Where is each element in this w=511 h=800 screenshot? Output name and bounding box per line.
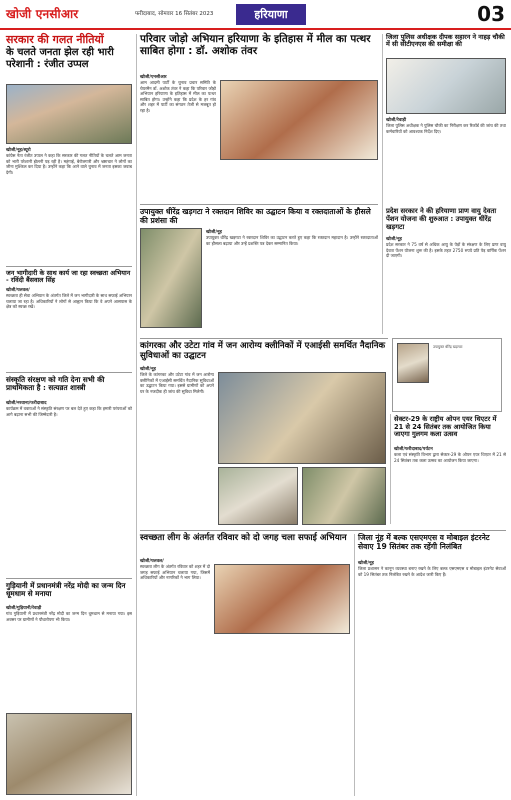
story-parivar-photo — [220, 80, 378, 160]
story-police-photo — [386, 58, 506, 114]
story-blood-photo — [140, 228, 202, 328]
divider — [6, 578, 132, 579]
story-kangrka-headline: कांगरका और उटेटा गांव में जन आरोग्य क्लीनिकों में एआईसी समर्थित नैदानिक सुविधाओं का उद्घाटन — [140, 341, 386, 361]
story-jan-bhagidari-byline: खोजी/पलवल/ — [6, 288, 30, 293]
story-sms-body: जिला प्रशासन ने कानून व्यवस्था बनाए रखने के लिए बल्क एसएमएस व मोबाइल इंटरनेट सेवाओं को 19 सितंबर तक निलंबित रखने के आदेश जारी किए हैं। — [358, 566, 506, 577]
story-kangrka-body: जिले के कांगरका और उटेटा गांव में जन आरोग्य क्लीनिकों में एआईसी समर्थित नैदानिक सुविधाओं का उद्घाटन किया गया। इससे ग्रामीणों को अपने घर के नजदीक ही जांच की सुविधा मिलेगी। — [140, 372, 214, 394]
story-police-headline: जिला पुलिस अधीक्षक दीपक सहारन ने नाहड़ चौकी में सी सीटीएनएस की समीक्षा की — [386, 33, 505, 49]
story-blood-byline: खोजी/नूह — [206, 230, 222, 235]
story-sms-headline: जिला नूंह में बल्क एसएमएस व मोबाइल इंटरनेट सेवाए 19 सितंबर तक रहेंगी निलंबित — [358, 533, 490, 551]
story-parivar-byline: खोजी/एनसीआर — [140, 75, 167, 80]
divider — [140, 338, 388, 339]
inset-caption: उपायुक्त धीरेंद्र खड़गटा — [433, 345, 463, 349]
story-ujjwal-photo — [6, 84, 132, 144]
story-ujjwal-byline: खोजी/नूह/ब्यूरो — [6, 148, 31, 153]
divider — [140, 530, 506, 531]
story-jan-bhagidari-body: स्वच्छता ही सेवा अभियान के अंतर्गत जिले में जन भागीदारी के साथ सफाई अभियान चलाया जा रहा है। अधिकारियों ने लोगों से आह्वान किया कि वे अपने आसपास के क्षेत्र को स्वच्छ रखें। — [6, 293, 132, 310]
story-kangrka-photo — [218, 372, 386, 464]
story-sanskrit-byline: खोजी/नरवाना/फरीदाबाद — [6, 401, 47, 406]
story-kangrka-byline: खोजी/नूह — [140, 367, 156, 372]
story-swachhta-body-cont — [214, 638, 350, 794]
story-sanskrit-headline: संस्कृति संरक्षण को गति देना सभी की प्राथमिकता है : सत्यव्रत शास्त्री — [6, 375, 105, 393]
story-gudiyani-photo — [6, 713, 132, 795]
story-blood-body: उपायुक्त धीरेंद्र खड़गटा ने रक्तदान शिविर का उद्घाटन करते हुए कहा कि रक्तदान महादान है। उन्होंने रक्तदाताओं का हौसला बढ़ाया और उन्हें प्रशस्ति पत्र देकर सम्मानित किया। — [206, 235, 378, 246]
column-divider — [390, 414, 391, 524]
story-blood-headline: उपायुक्त धीरेंद्र खड़गटा ने रक्तदान शिविर का उद्घाटन किया व रक्तदाताओं के हौसले की प्रशंसा की — [140, 207, 371, 225]
story-sms-byline: खोजी/नूह — [358, 561, 374, 566]
story-gudiyani-body: गांव गुड़ियानी में प्रधानमंत्री नरेंद्र मोदी का जन्म दिन धूमधाम से मनाया गया। इस अवसर पर ग्रामीणों ने पौधारोपण भी किया। — [6, 611, 132, 622]
story-swachhta-body: स्वच्छता लीग के अंतर्गत रविवार को शहर में दो जगह सफाई अभियान चलाया गया, जिसमें अधिकारियों और नागरिकों ने भाग लिया। — [140, 564, 210, 581]
story-sector29-headline: सेक्टर-29 के राष्ट्रीय ओपन एयर थिएटर में 21 से 24 सितंबर तक आयोजित किया जाएगा गुलगम कला उत्सव — [394, 415, 497, 439]
story-pension-inset — [392, 338, 502, 412]
story-sanskrit-body: कार्यक्रम में वक्ताओं ने संस्कृति संरक्षण पर बल देते हुए कहा कि हमारी परंपराओं को आगे बढ़ाना सभी की जिम्मेदारी है। — [6, 406, 132, 417]
story-parivar-headline: परिवार जोड़ो अभियान हरियाणा के इतिहास में मील का पत्थर साबित होगा : डॉ. अशोक तंवर — [140, 33, 371, 57]
story-ujjwal-headline: के चलते जनता झेल रही भारी परेशानी : रंजीत उप्पल — [6, 47, 114, 70]
story-ujjwal-body: कांग्रेस नेता रंजीत उप्पल ने कहा कि सरकार की गलत नीतियों के चलते आम जनता को भारी परेशानी झेलनी पड़ रही है। महंगाई, बेरोजगारी और भ्रष्टाचार ने लोगों का जीना मुश्किल कर दिया है। उन्होंने कहा कि आने वाले चुनाव में जनता इसका जवाब देगी। — [6, 153, 132, 175]
story-jan-bhagidari-headline: जन भागीदारी के साथ कार्य जा रहा स्वच्छता अभियान - रविंदी बैंसवाल सिंह — [6, 269, 131, 285]
story-swachhta-headline: स्वच्छता लीग के अंतर्गत रविवार को दो जगह चला सफाई अभियान — [140, 533, 347, 543]
divider — [6, 266, 132, 267]
column-divider — [354, 534, 355, 796]
story-police-byline: खोजी/रेवाड़ी — [386, 118, 407, 123]
story-parivar-body: आम आदमी पार्टी के चुनाव प्रचार समिति के चेयरमैन डॉ. अशोक तंवर ने कहा कि परिवार जोड़ो अभियान हरियाणा के इतिहास में मील का पत्थर साबित होगा। उन्होंने कहा कि प्रदेश के हर गांव और शहर में पार्टी का संगठन तेजी से मजबूत हो रहा है। — [140, 80, 216, 113]
story-pension-headline: प्रदेश सरकार ने की हरियाणा प्राण वायु देवता पेंशन योजना की शुरुआत : उपायुक्त धीरेंद्र खड़गटा — [386, 207, 497, 231]
dateline: फरीदाबाद, सोमवार 16 सितंबर 2023 — [135, 11, 214, 17]
page-number: 03 — [477, 2, 505, 26]
story-pension-body: प्रदेश सरकार ने 75 वर्ष से अधिक आयु के पेड़ों के संरक्षण के लिए प्राण वायु देवता पेंशन योजना शुरू की है। इसके तहत 2750 रुपये प्रति पेड़ वार्षिक पेंशन दी जाएगी। — [386, 242, 506, 259]
story-gudiyani-byline: खोजी/गुड़ियानी/रेवाड़ी — [6, 606, 42, 611]
story-swachhta-byline: खोजी/पलवल/ — [140, 559, 164, 564]
divider — [6, 372, 132, 373]
section-label: हरियाणा — [236, 4, 306, 25]
story-swachhta-photo — [214, 564, 350, 634]
newspaper-brand: खोजी एनसीआर — [6, 7, 79, 21]
story-sector29-body: कला एवं संस्कृति विभाग द्वारा सेक्टर-29 के ओपन एयर थिएटर में 21 से 24 सितंबर तक कला उत्सव का आयोजन किया जाएगा। — [394, 452, 506, 463]
official-portrait — [397, 343, 429, 383]
column-divider — [136, 34, 137, 796]
story-gudiyani-headline: गुड़ियानी में प्रधानमंत्री नरेंद्र मोदी का जन्म दिन धूमधाम से मनाया — [6, 581, 126, 599]
story-police-body: जिला पुलिस अधीक्षक ने पुलिस चौकी का निरीक्षण कर रिकॉर्ड की जांच की तथा कर्मचारियों को आवश्यक निर्देश दिए। — [386, 123, 506, 134]
column-divider — [382, 34, 383, 334]
story-sector29-byline: खोजी/फरीदाबाद/पर्यटन — [394, 447, 433, 452]
story-kangrka-photo-2 — [218, 467, 298, 525]
story-pension-byline: खोजी/नूह — [386, 237, 402, 242]
story-ujjwal-headline-red: सरकार की गलत नीतियों — [6, 33, 104, 46]
divider — [140, 204, 378, 205]
story-kangrka-photo-3 — [302, 467, 386, 525]
